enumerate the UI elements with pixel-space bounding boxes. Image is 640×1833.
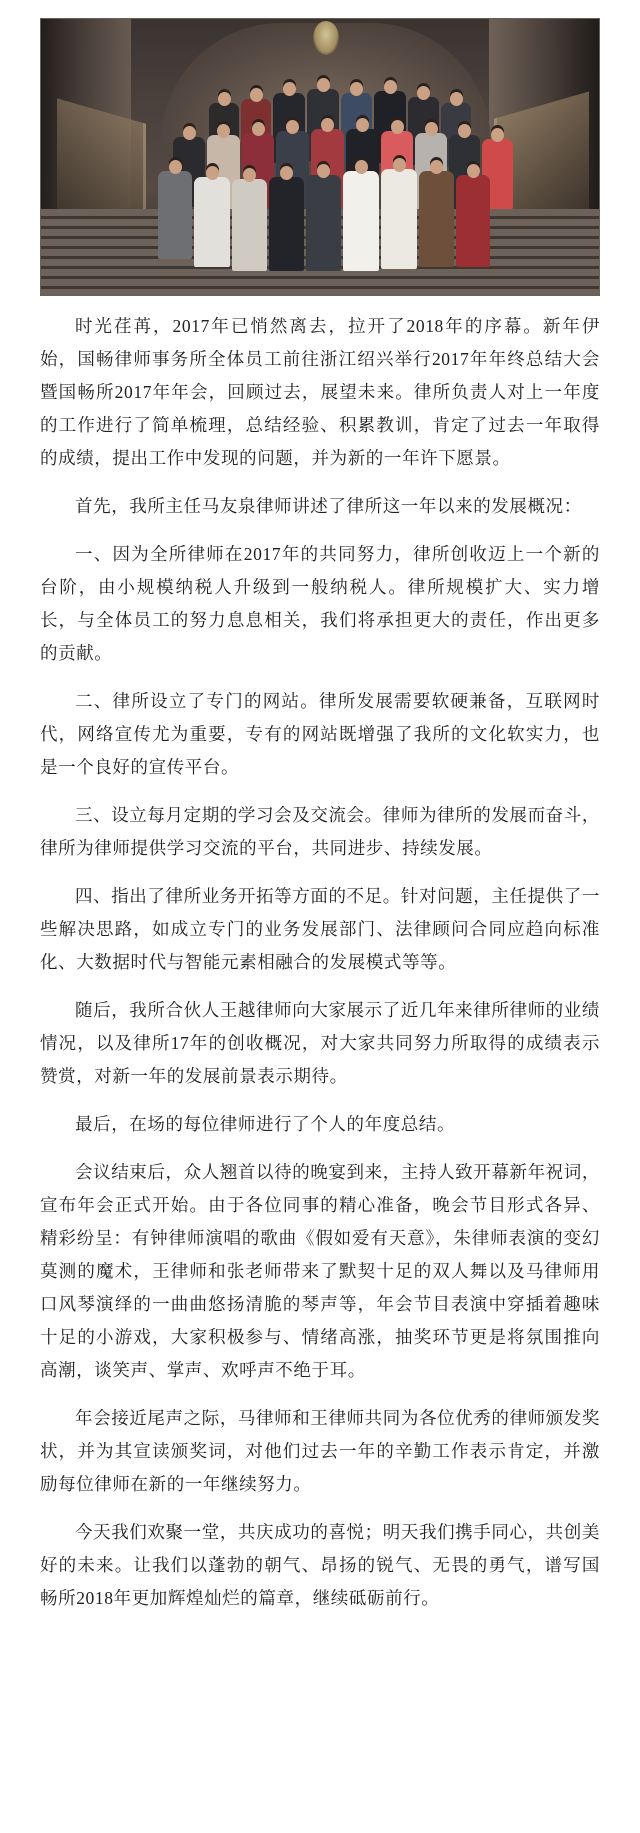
paragraph: 随后，我所合伙人王越律师向大家展示了近几年来律所律师的业绩情况，以及律所17年的创收概况，对大家共同努力所取得的成绩表示赞赏，对新一年的发展前景表示期待。: [40, 1000, 600, 1086]
paragraph: 最后，在场的每位律师进行了个人的年度总结。: [75, 1114, 456, 1134]
photo-people-group: [41, 19, 599, 295]
person: [419, 171, 454, 267]
paragraph: 四、指出了律所业务开拓等方面的不足。针对问题，主任提供了一些解决思路，如成立专门的业务发展部门、法律顾问合同应趋向标准化、大数据时代与智能元素相融合的发展模式等等。: [40, 886, 600, 972]
person: [381, 169, 417, 269]
person: [232, 179, 267, 271]
person: [158, 171, 192, 259]
group-photo: [40, 18, 600, 296]
paragraph: 今天我们欢聚一堂，共庆成功的喜悦；明天我们携手同心，共创美好的未来。让我们以蓬勃的朝气、昂扬的锐气、无畏的勇气，谱写国畅所2018年更加辉煌灿烂的篇章，继续砥砺前行。: [40, 1522, 600, 1608]
paragraph: 一、因为全所律师在2017年的共同努力，律所创收迈上一个新的台阶，由小规模纳税人升级到一般纳税人。律所规模扩大、实力增长，与全体员工的努力息息相关，我们将承担更大的责任，作出更多的贡献。: [40, 544, 600, 663]
person: [306, 175, 341, 271]
paragraph: 二、律所设立了专门的网站。律所发展需要软硬兼备，互联网时代，网络宣传尤为重要，专有的网站既增强了我所的文化软实力，也是一个良好的宣传平台。: [40, 691, 600, 777]
paragraph: 首先，我所主任马友泉律师讲述了律所这一年以来的发展概况：: [75, 496, 582, 516]
person: [269, 177, 304, 271]
paragraph: 三、设立每月定期的学习会及交流会。律师为律所的发展而奋斗，律所为律师提供学习交流的平台，共同进步、持续发展。: [40, 805, 600, 858]
person: [456, 175, 490, 267]
article-body: [40, 310, 600, 1615]
paragraph: 年会接近尾声之际，马律师和王律师共同为各位优秀的律师颁发奖状，并为其宣读颁奖词，对他们过去一年的辛勤工作表示肯定，并激励每位律师在新的一年继续努力。: [40, 1408, 600, 1494]
person: [343, 171, 379, 271]
person: [194, 177, 230, 267]
paragraph: 会议结束后，众人翘首以待的晚宴到来，主持人致开幕新年祝词，宣布年会正式开始。由于各位同事的精心准备，晚会节目形式各异、精彩纷呈：有钟律师演唱的歌曲《假如爱有天意》，朱律师表演的变幻莫测的魔术，王律师和张老师带来了默契十足的双人舞以及马律师用口风琴演绎的一曲曲悠扬清脆的琴声等，年会节目表演中穿插着趣味十足的小游戏，大家积极参与、情绪高涨，抽奖环节更是将氛围推向高潮，谈笑声、掌声、欢呼声不绝于耳。: [40, 1162, 600, 1380]
paragraph: 时光荏苒，2017年已悄然离去，拉开了2018年的序幕。新年伊始，国畅律师事务所全体员工前往浙江绍兴举行2017年年终总结大会暨国畅所2017年年会，回顾过去，展望未来。律所负责人对上一年度的工作进行了简单梳理，总结经验、积累教训，肯定了过去一年取得的成绩，提出工作中发现的问题，并为新的一年许下愿景。: [40, 316, 600, 468]
photo-container: [40, 18, 600, 296]
